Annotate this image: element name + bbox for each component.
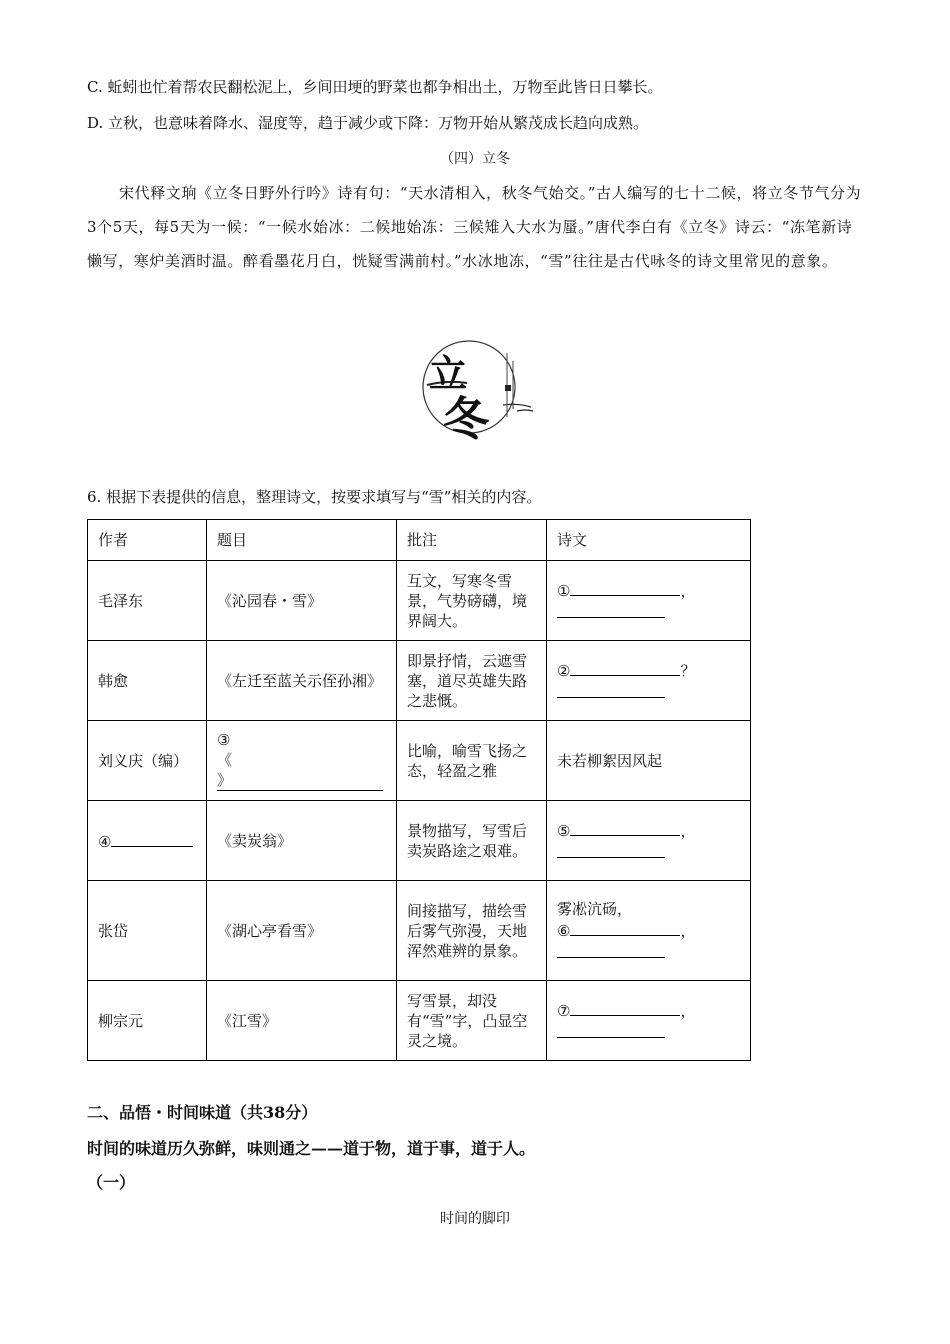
answer-blank-4[interactable]: [111, 830, 193, 847]
answer-blank-2b[interactable]: [557, 681, 665, 698]
cell-poem: 雾凇沆砀， ⑥ ，: [547, 881, 751, 981]
header-title: 题目: [207, 520, 397, 561]
blank-marker: ⑥: [557, 921, 571, 940]
answer-blank-2[interactable]: [570, 659, 680, 676]
poem-table: [87, 519, 751, 1061]
part-2-intro: 时间的味道历久弥鲜，味则通之——道于物，道于事，道于人。: [87, 1139, 536, 1158]
blank-marker: ③: [217, 731, 231, 749]
answer-blank-6b[interactable]: [557, 941, 665, 958]
header-note: 批注: [397, 520, 547, 561]
cell-author: [88, 801, 207, 881]
cell-title: [207, 721, 397, 801]
cell-author: 张岱: [88, 881, 207, 981]
answer-blank-5[interactable]: [570, 819, 680, 836]
section-paragraph: 宋代释文珦《立冬日野外行吟》诗有句：“天水清相入，秋冬气始交。”古人编写的七十二候，将立冬节气分为3个5天，每5天为一候：“一候水始冰：二候地始冻：三候雉入大水为蜃。”唐代李白有《立冬》诗云：“冻笔新诗懒写，寒炉美酒时温。醉看墨花月白，恍疑雪满前村。”水冰地冻，“雪”往往是古代咏冬的诗文里常见的意象。: [87, 184, 862, 270]
header-author: 作者: [88, 520, 207, 561]
cell-note: 即景抒情，云遮雪塞，道尽英雄失路之悲慨。: [397, 641, 547, 721]
option-c: C. 蚯蚓也忙着帮农民翻松泥上，乡间田埂的野菜也都争相出土，万物至此皆日日攀长。: [87, 78, 663, 96]
blank-marker: ①: [557, 581, 571, 600]
part-2-heading: 二、品悟・时间味道（共38分）: [87, 1103, 318, 1122]
part-2-subsection: （一）: [87, 1173, 136, 1192]
section-title: （四）立冬: [440, 151, 510, 167]
cell-note: 写雪景，却没有“雪”字，凸显空灵之境。: [397, 981, 547, 1061]
cell-title: 《沁园春・雪》: [207, 561, 397, 641]
table-row: [88, 981, 751, 1061]
cell-note: 互文，写寒冬雪景，气势磅礴，境界阔大。: [397, 561, 547, 641]
header-poem: 诗文: [547, 520, 751, 561]
seal-char-1: 立: [429, 351, 468, 396]
cell-title: 《江雪》: [207, 981, 397, 1061]
option-d: D. 立秋，也意味着降水、湿度等，趋于减少或下降：万物开始从繁茂成长趋向成熟。: [87, 114, 649, 132]
blank-marker: ②: [557, 661, 571, 680]
cell-poem: ② ？: [547, 641, 751, 721]
article-title: 时间的脚印: [440, 1211, 510, 1227]
answer-blank-6[interactable]: [570, 919, 680, 936]
cell-note: 景物描写，写雪后卖炭路途之艰难。: [397, 801, 547, 881]
cell-poem: ⑦ ，: [547, 981, 751, 1061]
lidong-calligraphy-image: [407, 325, 537, 445]
table-row: [88, 721, 751, 801]
table-header-row: [88, 520, 751, 561]
cell-title: 《左迁至蓝关示侄孙湘》: [207, 641, 397, 721]
seal-char-2: 冬: [443, 392, 489, 445]
answer-blank-7[interactable]: [570, 999, 680, 1016]
table-row: [88, 641, 751, 721]
answer-blank-3[interactable]: 《》: [217, 750, 383, 791]
blank-marker: ⑤: [557, 821, 571, 840]
cell-note: 比喻，喻雪飞扬之态，轻盈之雅: [397, 721, 547, 801]
cell-title: 《湖心亭看雪》: [207, 881, 397, 981]
cell-poem: 未若柳絮因风起: [547, 721, 751, 801]
answer-blank-1[interactable]: [570, 579, 680, 596]
cell-note: 间接描写，描绘雪后雾气弥漫，天地浑然难辨的景象。: [397, 881, 547, 981]
blank-marker: ④: [98, 832, 112, 851]
question-6-prompt: 6. 根据下表提供的信息，整理诗文，按要求填写与“雪”相关的内容。: [87, 488, 542, 506]
cell-author: 刘义庆（编）: [88, 721, 207, 801]
cell-poem: ① ，: [547, 561, 751, 641]
cell-author: 韩愈: [88, 641, 207, 721]
table-row: [88, 801, 751, 881]
table-row: [88, 881, 751, 981]
cell-poem: ⑤ ，: [547, 801, 751, 881]
answer-blank-5b[interactable]: [557, 841, 665, 858]
answer-blank-7b[interactable]: [557, 1021, 665, 1038]
cell-author: 柳宗元: [88, 981, 207, 1061]
cell-author: 毛泽东: [88, 561, 207, 641]
table-row: [88, 561, 751, 641]
cell-title: 《卖炭翁》: [207, 801, 397, 881]
answer-blank-1b[interactable]: [557, 601, 665, 618]
blank-marker: ⑦: [557, 1001, 571, 1020]
